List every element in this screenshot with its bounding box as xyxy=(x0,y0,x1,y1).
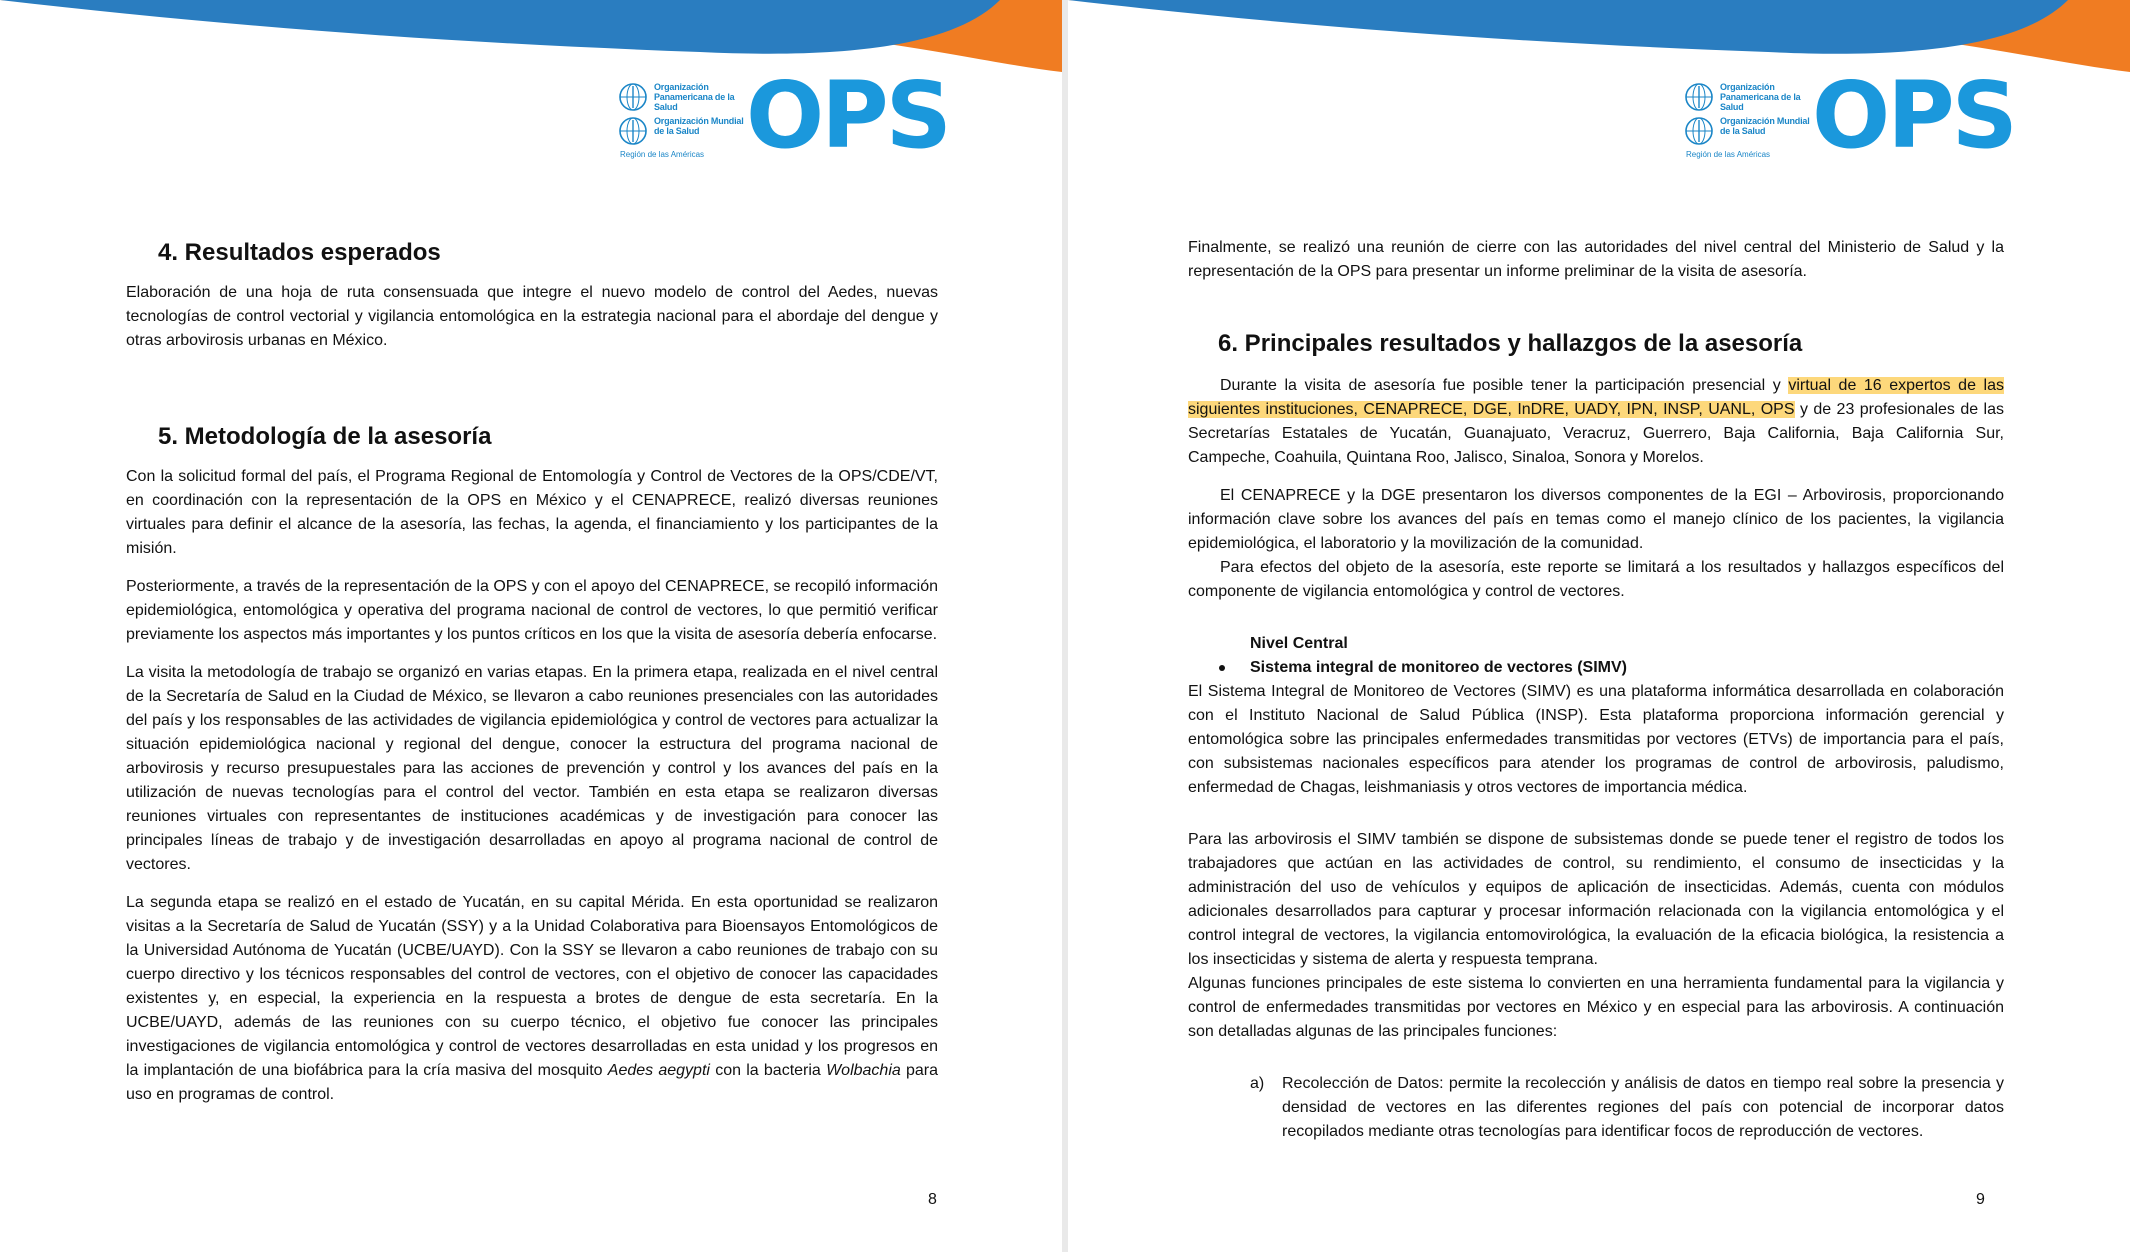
section-6-body xyxy=(1188,374,2004,1144)
list-item xyxy=(1188,1072,2004,1144)
section-6-paragraph-2: El CENAPRECE y la DGE presentaron los diversos componentes de la EGI – Arbovirosis, proporcionando información clave sobre los avances del país en temas como el manejo clínico de los pacientes, la vigilancia epidemiológica, el laboratorio y la movilización de la comunidad. xyxy=(1188,487,2004,552)
org-name-who: Organización Mundial de la Salud xyxy=(654,116,744,136)
section-5-paragraph-1: Con la solicitud formal del país, el Programa Regional de Entomología y Control de Vectores de la OPS/CDE/VT, en coordinación con la representación de la OPS en México y el CENAPRECE, realizó diversas reuniones virtuales para definir el alcance de la asesoría, las fechas, la agenda, el financiamiento y los participantes de la misión. xyxy=(126,468,938,557)
bullet-dot-icon xyxy=(1219,665,1225,671)
nivel-central-subheading: Nivel Central xyxy=(1250,635,1348,652)
section-6-heading: 6. Principales resultados y hallazgos de la asesoría xyxy=(1218,330,1803,357)
page-number-left: 8 xyxy=(928,1191,937,1208)
globe-emblem-icon xyxy=(1684,116,1714,146)
section-4-heading: 4. Resultados esperados xyxy=(158,239,441,266)
section-5-paragraph-4: La segunda etapa se realizó en el estado de Yucatán, en su capital Mérida. En esta oportunidad se realizaron visitas a la Secretaría de Salud de Yucatán (SSY) y a la Unidad Colaborativa para Bioensayos Entomológicos de la Universidad Autónoma de Yucatán (UCBE/UAYD). Con la SSY se llevaron a cabo reuniones de trabajo con su cuerpo directivo y los técnicos responsables del control de vectores, con el objetivo de conocer las capacidades existentes y, en especial, la experiencia en la respuesta a brotes de dengue de esta secretaría. En la UCBE/UAYD, además de las reuniones con su cuerpo técnico, el objetivo fue conocer las principales investigaciones de vigilancia entomológica y control de vectores desarrolladas en esta unidad y los progresos en la implantación de una biofábrica para la cría masiva del mosquito Aedes aegypti con la bacteria Wolbachia para uso en programas de control. xyxy=(126,894,939,1103)
section-5-body xyxy=(126,465,938,1107)
org-name-who: Organización Mundial de la Salud xyxy=(1720,116,1810,136)
region-label: Región de las Américas xyxy=(620,150,705,159)
section-4-paragraph: Elaboración de una hoja de ruta consensuada que integre el nuevo modelo de control del Aedes, nuevas tecnologías de control vectorial y vigilancia entomológica en la estrategia nacional para el abordaje del dengue y otras arbovirosis urbanas en México. xyxy=(126,284,938,349)
section-5-paragraph-3: La visita la metodología de trabajo se organizó en varias etapas. En la primera etapa, realizada en el nivel central de la Secretaría de Salud en la Ciudad de México, se llevaron a cabo reuniones presenciales con las autoridades del país y los responsables de las actividades de vigilancia epidemiológica y control de vectores para actualizar la situación epidemiológica nacional y regional del dengue, conocer la estructura del programa nacional de arbovirosis y recurso presupuestales para las acciones de prevención y control y los avances del país en la utilización de nuevas tecnologías para el control del vector. También en esta etapa se realizaron diversas reuniones virtuales con representantes de instituciones académicas y de investigación para conocer las principales líneas de trabajo y de investigación desarrolladas en apoyo al programa nacional de control de vectores. xyxy=(126,664,938,873)
ops-wordmark: OPS xyxy=(1812,62,2015,169)
page-number-right: 9 xyxy=(1976,1191,1985,1208)
globe-emblem-icon xyxy=(618,116,648,146)
ops-logo xyxy=(1684,62,2056,169)
section-6-paragraph-1: Durante la visita de asesoría fue posible tener la participación presencial y virtual de 16 expertos de las siguientes instituciones, CENAPRECE, DGE, InDRE, UADY, IPN, INSP, UANL, OPS y de 23 profesionales de las Secretarías Estatales de Yucatán, Guanajuato, Veracruz, Guerrero, Baja California, Baja California Sur, Campeche, Coahuila, Quintana Roo, Jalisco, Sinaloa, Sonora y Morelos. xyxy=(1188,377,2005,466)
bacteria-name: Wolbachia xyxy=(826,1062,901,1079)
list-item-text: Recolección de Datos: permite la recolección y análisis de datos en tiempo real sobre la presencia y densidad de vectores en las diferentes regiones del país con potencial de incorporar datos recopilados mediante otras tecnologías para identificar focos de reproducción de vectores. xyxy=(1282,1075,2004,1140)
section-5-heading: 5. Metodología de la asesoría xyxy=(158,423,492,450)
section-6-paragraph-5: Para las arbovirosis el SIMV también se dispone de subsistemas donde se puede tener el registro de todos los trabajadores que actúan en las actividades de control, su rendimiento, el consumo de insecticidas y la administración del uso de vehículos y equipos de aplicación de insecticidas. Además, cuenta con módulos adicionales desarrollados para capturar y procesar información relacionada con la vigilancia entomológica y el control integral de vectores, la vigilancia entomovirológica, la evaluación de la eficacia biológica, la resistencia a los insecticidas y sistema de alerta y respuesta temprana. xyxy=(1188,831,2004,968)
region-label: Región de las Américas xyxy=(1686,150,1771,159)
list-marker: a) xyxy=(1250,1075,1265,1092)
section-5-paragraph-2: Posteriormente, a través de la representación de la OPS y con el apoyo del CENAPRECE, se recopiló información epidemiológica, entomológica y operativa del programa nacional de control de vectores, lo que permitió verificar previamente los aspectos más importantes y los puntos críticos en los que la visita de asesoría debería enfocarse. xyxy=(126,578,938,643)
section-4-body xyxy=(126,281,938,353)
ops-logo xyxy=(618,62,990,169)
section-6-paragraph-6: Algunas funciones principales de este sistema lo convierten en una herramienta fundamental para la vigilancia y control de enfermedades transmitidas por vectores en México y en especial para las arbovirosis. A continuación son detalladas algunas de las principales funciones: xyxy=(1188,975,2004,1040)
org-name-paho: Organización Panamericana de la Salud xyxy=(1720,82,1801,112)
document-page-left xyxy=(0,0,1062,1252)
species-name: Aedes aegypti xyxy=(607,1062,710,1079)
simv-bullet: Sistema integral de monitoreo de vectores (SIMV) xyxy=(1188,656,2004,680)
closing-meeting-paragraph: Finalmente, se realizó una reunión de cierre con las autoridades del nivel central del Ministerio de Salud y la representación de la OPS para presentar un informe preliminar de la visita de asesoría. xyxy=(1188,239,2004,280)
globe-emblem-icon xyxy=(1684,82,1714,112)
globe-emblem-icon xyxy=(618,82,648,112)
closing-meeting-paragraph-block xyxy=(1188,236,2004,284)
section-6-paragraph-4: El Sistema Integral de Monitoreo de Vectores (SIMV) es una plataforma informática desarrollada en colaboración con el Instituto Nacional de Salud Pública (INSP). Esta plataforma proporciona información gerencial y entomológica sobre las principales enfermedades transmitidas por vectores (ETVs) de importancia para el país, con subsistemas nacionales específicos para atender los programas de control de arbovirosis, paludismo, enfermedad de Chagas, leishmaniasis y otros vectores de importancia médica. xyxy=(1188,683,2004,796)
section-6-paragraph-3: Para efectos del objeto de la asesoría, este reporte se limitará a los resultados y hallazgos específicos del componente de vigilancia entomológica y control de vectores. xyxy=(1188,559,2004,600)
org-name-paho: Organización Panamericana de la Salud xyxy=(654,82,735,112)
document-page-right xyxy=(1068,0,2130,1252)
highlighted-text: virtual de 16 expertos de las siguientes instituciones, CENAPRECE, DGE, InDRE, UADY, IPN, INSP, UANL, OPS xyxy=(1188,377,2004,418)
ops-wordmark: OPS xyxy=(746,62,949,169)
